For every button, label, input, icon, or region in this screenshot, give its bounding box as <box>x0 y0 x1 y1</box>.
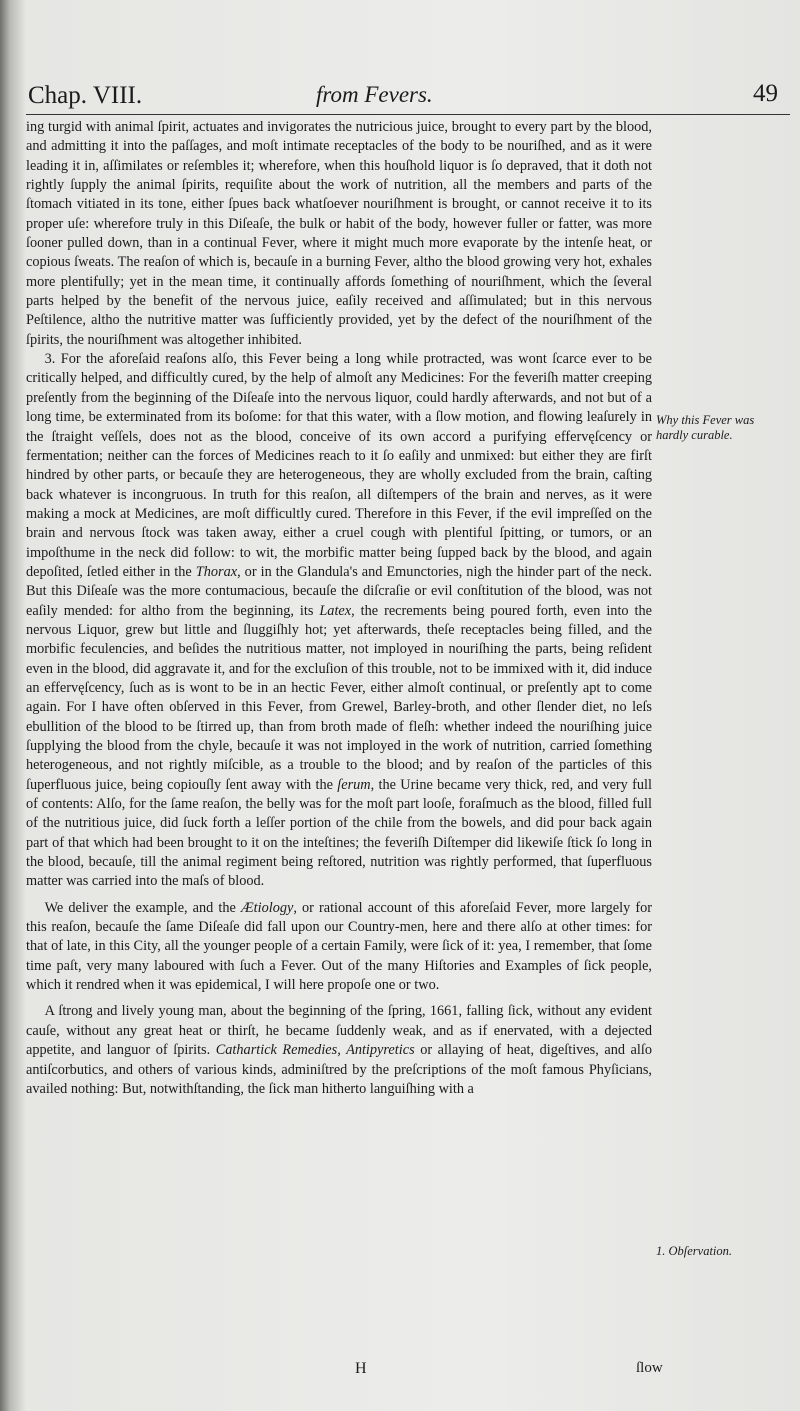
term-latex: Latex <box>319 602 352 619</box>
text-run: , the Urine became very thick, red, and very full of contents: Alſo, for the ſame reaſon, the belly was for the moſt part looſe, foraſmuch as the blood, filled full of the nutritious juice, did ſuck forth a leſſer portion of the chile from the bowels, and did pour back again part of that which had been brought to it on the inteſtines; the feveriſh Diſtemper did likewiſe ſtick ſo long in the blood, becauſe, till the animal regiment being reſtored, nutrition was rightly performed, that ſuperfluous matter was carried into the maſs of blood. <box>26 776 652 890</box>
text-run: 3. For the aforeſaid reaſons alſo, this Fever being a long while protracted, was wont ſcarce ever to be critically helped, and difficultly cured, by the help of almoſt any Medicines: For the feveriſh matter creeping preſently from the beginning of the Diſeaſe into the nervous liquor, could hardly afterwards, and not but of a long time, be exterminated from its boſome: for that this water, with a ſlow motion, and flowing leaſurely in the ſtraight veſſels, does not as the blood, conceive of its own accord a purifying effervęſcency or fermentation; neither can the forces of Medicines reach to it ſo eaſily and unmixed: but either they are firſt hindred by other parts, or becauſe they are heterogeneous, they are wholly excluded from the brain, caſting back whatever is incongruous. In truth for this reaſon, all diſtempers of the brain and nerves, as it were making a mock at Medicines, are moſt difficultly cured. Therefore in this Fever, if the evil impreſſed on the brain and nervous ſtock was taken away, either a cruel cough with plentiful ſpitting, or tumors, or an impoſthume in the neck did follow: to wit, the morbific matter being ſupped back by the blood, and again depoſited, ſetled either in the <box>26 351 652 580</box>
running-title: from Fevers. <box>316 82 433 107</box>
paragraph-observation <box>26 1002 652 1099</box>
term-thorax: Thorax <box>195 563 238 580</box>
text-run: , or rational account of this aforeſaid Fever, more largely for this reaſon, becauſe the ſame Diſeaſe did fall upon our Country-men, here and there alſo at other times: for that of late, in this City, all the younger people of a certain Family, were ſick of it: yea, I remember, that ſome time paſt, very many laboured with ſuch a Fever. Out of the many Hiſtories and Examples of ſick people, which it rendred when it was epidemical, I will here propoſe one or two. <box>26 899 652 994</box>
catchword: ſlow <box>636 1360 663 1376</box>
margin-note-why-hardly-curable: Why this Fever was hardly curable. <box>656 413 755 442</box>
chapter-label: Chap. VIII. <box>28 82 143 109</box>
text-run: We deliver the example, and the <box>44 899 241 916</box>
text-run: A ſtrong and lively young man, about the beginning of the ſpring, 1661, falling ſick, without any evident cauſe, without any great heat or thirſt, he became ſuddenly weak, and as if enervated, with a dejected appetite, and languor of ſpirits. <box>26 1003 652 1059</box>
paragraph-section-3 <box>26 350 652 892</box>
term-remedies: Cathartick Remedies, Antipyretics <box>215 1042 415 1059</box>
running-header <box>26 70 790 115</box>
page-number: 49 <box>753 80 778 107</box>
paragraph-aetiology <box>26 899 652 996</box>
main-text <box>26 118 652 1099</box>
text-run: , the recrements being poured forth, even into the nervous Liquor, grew but little and ſluggiſhly hot; yet afterwards, theſe receptacles being filled, and the morbific feculencies, and beſides the nutritious matter, not imployed in nouriſhing the parts, being reſident even in the blood, did aggravate it, and for the excluſion of this trouble, not to be immixed with it, did induce an effervęſcency, ſuch as is wont to be in an hectic Fever, either almoſt continual, or preſently apt to come again. For I have often obſerved in this Fever, from Grewel, Barley-broth, and other ſlender diet, no leſs ebullition of the blood to be ſtirred up, than from broth made of fleſh: whether indeed the nouriſhing juice ſupplying the blood from the chyle, becauſe it was not imployed in the work of nutrition, carried ſomething heterogeneous, and not rightly miſcible, as a trouble to the blood; and by reaſon of the particles of this ſuperfluous juice, being copiouſly ſent away with the <box>26 602 652 793</box>
term-aetiology: Ætiology <box>240 899 294 916</box>
text-run: , or in the Glandula's and Emunctories, nigh the hinder part of the neck. But this Diſeaſe was the more contumacious, becauſe the diſcraſie or evil conſtitution of the blood, was not eaſily mended: for altho from the beginning, its <box>26 563 652 619</box>
term-serum: ſerum <box>337 776 371 793</box>
signature-mark: H <box>355 1360 367 1377</box>
margin-note-observation: 1. Obſervation. <box>656 1244 733 1258</box>
text-run: or allaying of heat, digeſtives, and alſo antiſcorbutics, and others of various kinds, adminiſtred by the preſcriptions of the moſt famous Phyſicians, availed nothing: But, notwithſtanding, the ſick man hitherto languiſhing with a <box>26 1042 652 1097</box>
paragraph-continuation: ing turgid with animal ſpirit, actuates and invigorates the nutricious juice, brought to every part by the blood, and admitting it into the paſſages, and moſt intimate receptacles of the body to be nouriſhed, and as it were leading it in, aſſimilates or reſembles it; wherefore, when this houſhold liquor is ſo depraved, that it doth not rightly ſupply the animal ſpirits, requiſite about the work of nutrition, all the members and parts of the ſtomach vitiated in its tone, either ſpues back whatſoever nouriſhment is brought, or cannot receive it to its proper uſe: wherefore truly in this Diſeaſe, the bulk or habit of the body, however fuller or fatter, was more ſooner pulled down, than in a continual Fever, where it might much more evaporate by the intenſe heat, or copious ſweats. The reaſon of which is, becauſe in a burning Fever, altho the blood growing very hot, exhales more plentifully; yet in the mean time, it continually affords ſomething of nouriſhment, which the ſeveral parts helped by the benefit of the nervous juice, eaſily received and aſſimulated; but in this nervous Peſtilence, altho the nutritive matter was ſufficiently provided, yet by the defect of the nouriſhment of the ſpirits, the nouriſhment was altogether inhibited. <box>26 119 652 348</box>
